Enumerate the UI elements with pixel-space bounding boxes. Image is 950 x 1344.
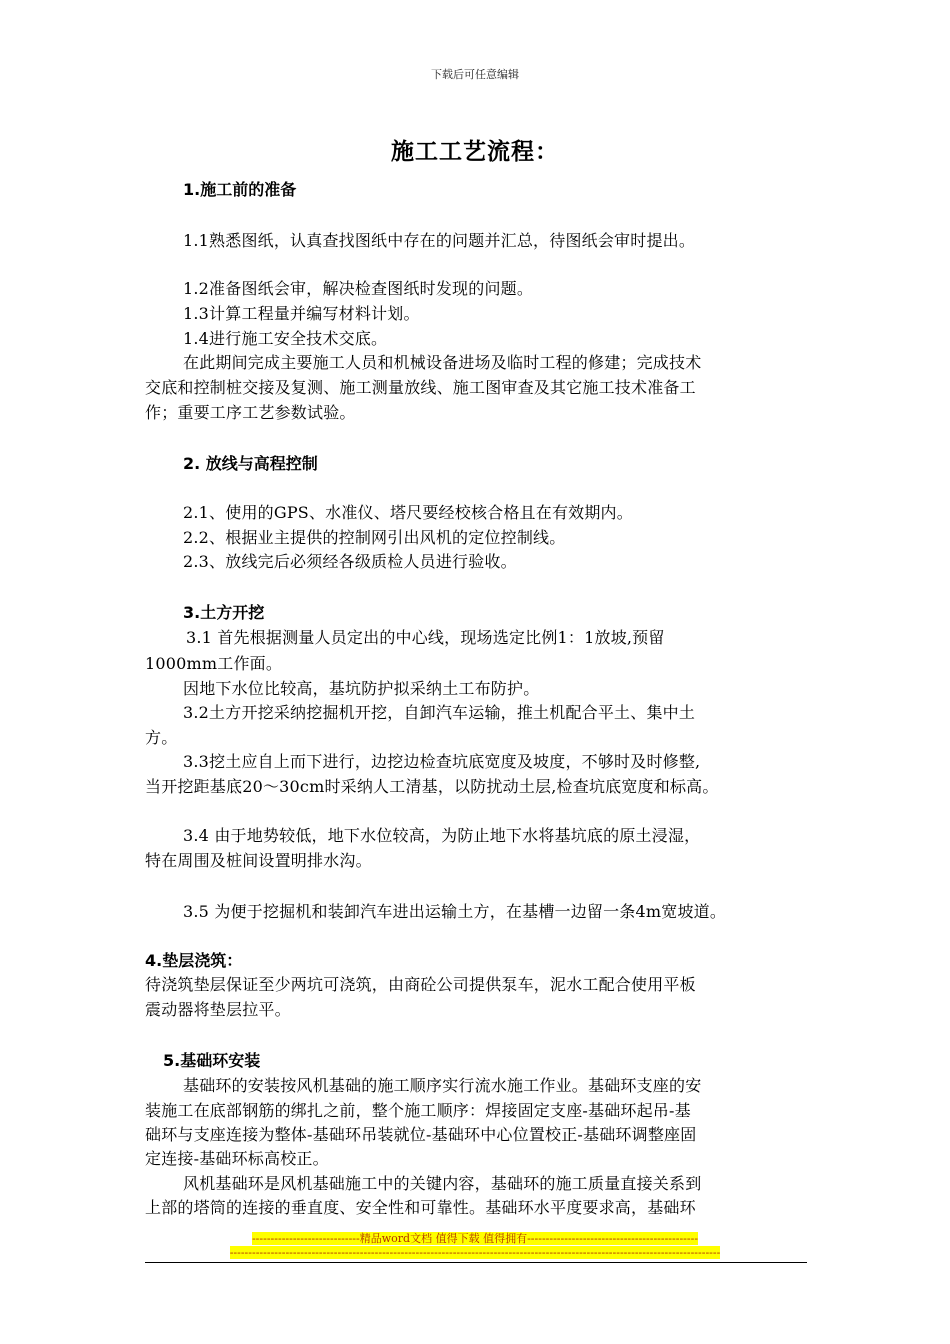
section-3-line-1: 3.1 首先根据测量人员定出的中心线，现场选定比例1：1放坡,预留 (186, 628, 665, 647)
section-3-heading: 3.土方开挖 (183, 603, 265, 622)
section-2-line-2: 2.2、根据业主提供的控制网引出风机的定位控制线。 (183, 528, 566, 547)
section-4-line-1: 待浇筑垫层保证至少两坑可浇筑，由商砼公司提供泵车，泥水工配合使用平板 (145, 975, 696, 994)
page-title: 施工工艺流程： (391, 139, 559, 165)
section-1-para-line-1: 在此期间完成主要施工人员和机械设备进场及临时工程的修建；完成技术 (183, 353, 702, 372)
footer-banner-text-1: -----------------------------精品word文档 值得下载 值得拥有---------------------------------------------- (251, 1232, 699, 1245)
section-4-line-2: 震动器将垫层拉平。 (145, 1000, 291, 1019)
section-4-heading: 4.垫层浇筑： (145, 951, 243, 970)
section-5-line-6: 上部的塔筒的连接的垂直度、安全性和可靠性。基础环水平度要求高，基础环 (145, 1198, 696, 1217)
section-1-line-1: 1.1熟悉图纸，认真查找图纸中存在的问题并汇总，待图纸会审时提出。 (183, 231, 696, 250)
footer-banner-line-2 (0, 1246, 950, 1259)
section-3-line-6: 3.3挖土应自上而下进行，边挖边检查坑底宽度及坡度，不够时及时修整, (183, 752, 701, 771)
section-5-line-1: 基础环的安装按风机基础的施工顺序实行流水施工作业。基础环支座的安 (183, 1076, 702, 1095)
section-1-line-4: 1.4进行施工安全技术交底。 (183, 329, 388, 348)
section-2-line-3: 2.3、放线完后必须经各级质检人员进行验收。 (183, 552, 517, 571)
section-3-line-2: 1000mm工作面。 (145, 654, 283, 673)
section-5-line-3: 础环与支座连接为整体-基础环吊装就位-基础环中心位置校正-基础环调整座固 (145, 1125, 697, 1144)
section-5-line-4: 定连接-基础环标高校正。 (145, 1149, 329, 1168)
header-note: 下载后可任意编辑 (431, 68, 519, 81)
section-1-para-line-2: 交底和控制桩交接及复测、施工测量放线、施工图审查及其它施工技术准备工 (145, 378, 696, 397)
section-2-heading: 2. 放线与高程控制 (183, 454, 318, 473)
section-3-line-8: 3.4 由于地势较低，地下水位较高，为防止地下水将基坑底的原土浸湿， (183, 826, 701, 845)
section-2-line-1: 2.1、使用的GPS、水准仪、塔尺要经校核合格且在有效期内。 (183, 503, 633, 522)
footer-rule (145, 1262, 807, 1263)
section-3-line-3: 因地下水位比较高，基坑防护拟采纳土工布防护。 (183, 679, 540, 698)
section-1-line-3: 1.3计算工程量并编写材料计划。 (183, 304, 420, 323)
section-5-line-2: 装施工在底部钢筋的绑扎之前，整个施工顺序：焊接固定支座-基础环起吊-基 (145, 1101, 691, 1120)
section-1-line-2: 1.2准备图纸会审，解决检查图纸时发现的问题。 (183, 279, 534, 298)
footer-banner-line-1 (0, 1230, 950, 1246)
section-3-line-5: 方。 (145, 728, 178, 747)
section-5-line-5: 风机基础环是风机基础施工中的关键内容，基础环的施工质量直接关系到 (183, 1174, 702, 1193)
section-3-line-10: 3.5 为便于挖掘机和装卸汽车进出运输土方，在基槽一边留一条4m宽坡道。 (183, 902, 727, 921)
footer-banner-text-2: ------------------------------------------------------------------------------------------------------------------------------------ (229, 1246, 721, 1259)
section-1-heading: 1.施工前的准备 (183, 180, 297, 199)
section-3-line-9: 特在周围及桩间设置明排水沟。 (145, 851, 372, 870)
section-3-line-4: 3.2土方开挖采纳挖掘机开挖，自卸汽车运输，推土机配合平土、集中土 (183, 703, 696, 722)
section-5-heading: 5.基础环安装 (163, 1051, 261, 1070)
section-1-para-line-3: 作；重要工序工艺参数试验。 (145, 403, 356, 422)
section-3-line-7: 当开挖距基底20～30cm时采纳人工清基，以防扰动土层,检查坑底宽度和标高。 (145, 777, 719, 796)
